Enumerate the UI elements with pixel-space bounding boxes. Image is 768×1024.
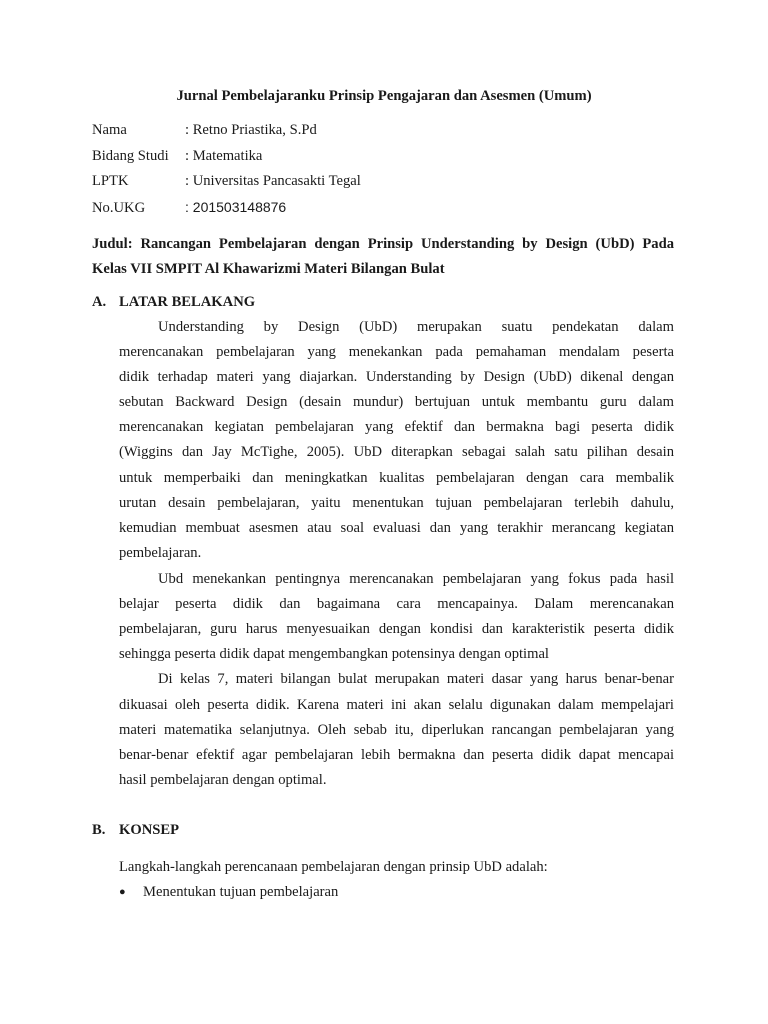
paragraph-line: Di kelas 7, materi bilangan bulat merupakan materi dasar yang harus benar-benar [158,671,674,687]
paragraph-line: didik terhadap materi yang diajarkan. Understanding by Design (UbD) dikenal dengan [119,369,674,385]
paragraph-line: merencanakan kegiatan pembelajaran yang efektif dan bermakna bagi peserta didik [119,419,674,435]
paragraph-line: urutan desain pembelajaran, yaitu menentukan tujuan pembelajaran terlebih dahulu, [119,495,674,511]
section-number: A. [92,294,107,310]
info-value: : Universitas Pancasakti Tegal [185,173,361,189]
section-title: LATAR BELAKANG [119,294,256,310]
paragraph-line: (Wiggins dan Jay McTighe, 2005). UbD diterapkan sebagai salah satu pilihan desain [119,444,674,460]
info-row-nama [92,119,317,141]
section-heading-b [92,819,179,841]
section-title: KONSEP [119,822,180,838]
info-label: Nama [92,122,127,138]
info-row-no-ukg [92,196,286,218]
paragraph-line: materi matematika selanjutnya. Oleh sebab itu, diperlukan rancangan pembelajaran yang [119,722,674,738]
info-label: LPTK [92,173,129,189]
paragraph-line: benar-benar efektif agar pembelajaran lebih bermakna dan peserta didik dapat mencapai [119,747,674,763]
paragraph-line: belajar peserta didik dan bagaimana cara mencapainya. Dalam merencanakan [119,596,674,612]
info-label: No.UKG [92,200,146,216]
document-judul: Judul: Rancangan Pembelajaran dengan Prinsip Understanding by Design (UbD) Pada Kelas VII SMPIT Al Khawarizmi Materi Bilangan Bulat [92,236,674,277]
paragraph-line: sebutan Backward Design (desain mundur) bertujuan untuk membantu guru dalam [119,394,674,410]
paragraph-line: hasil pembelajaran dengan optimal. [119,772,327,788]
info-value: : Retno Priastika, S.Pd [185,122,317,138]
paragraph-line: sehingga peserta didik dapat mengembangkan potensinya dengan optimal [119,646,549,662]
info-value: : Matematika [185,148,263,164]
paragraph-line: kemudian membuat asesmen atau soal evaluasi dan yang terakhir merancang kegiatan [119,520,674,536]
info-row-bidang-studi [92,145,262,167]
bullet-text: Menentukan tujuan pembelajaran [143,884,339,900]
paragraph-line: dikuasai oleh peserta didik. Karena materi ini akan selalu digunakan dalam mempelajari [119,697,674,713]
paragraph-line: pembelajaran, guru harus menyesuaikan dengan kondisi dan karakteristik peserta didik [119,621,674,637]
info-row-lptk [92,170,361,192]
document-title: Jurnal Pembelajaranku Prinsip Pengajaran dan Asesmen (Umum) [176,88,592,104]
info-label: Bidang Studi [92,148,169,164]
paragraph-line: untuk memperbaiki dan meningkatkan kualitas pembelajaran dengan cara membalik [119,470,674,486]
paragraph-line: Ubd menekankan pentingnya merencanakan pembelajaran yang fokus pada hasil [158,571,674,587]
section-number: B. [92,822,106,838]
bullet-item [119,881,338,903]
bullet-dot-icon: ● [119,886,126,898]
section-heading-a [92,291,255,313]
section-intro: Langkah-langkah perencanaan pembelajaran dengan prinsip UbD adalah: [119,859,548,875]
paragraph-line: pembelajaran. [119,545,202,561]
paragraph-line: Understanding by Design (UbD) merupakan suatu pendekatan dalam [158,319,674,335]
paragraph-line: merencanakan pembelajaran yang menekankan pada pemahaman mendalam peserta [119,344,674,360]
info-value: : 201503148876 [185,199,287,215]
